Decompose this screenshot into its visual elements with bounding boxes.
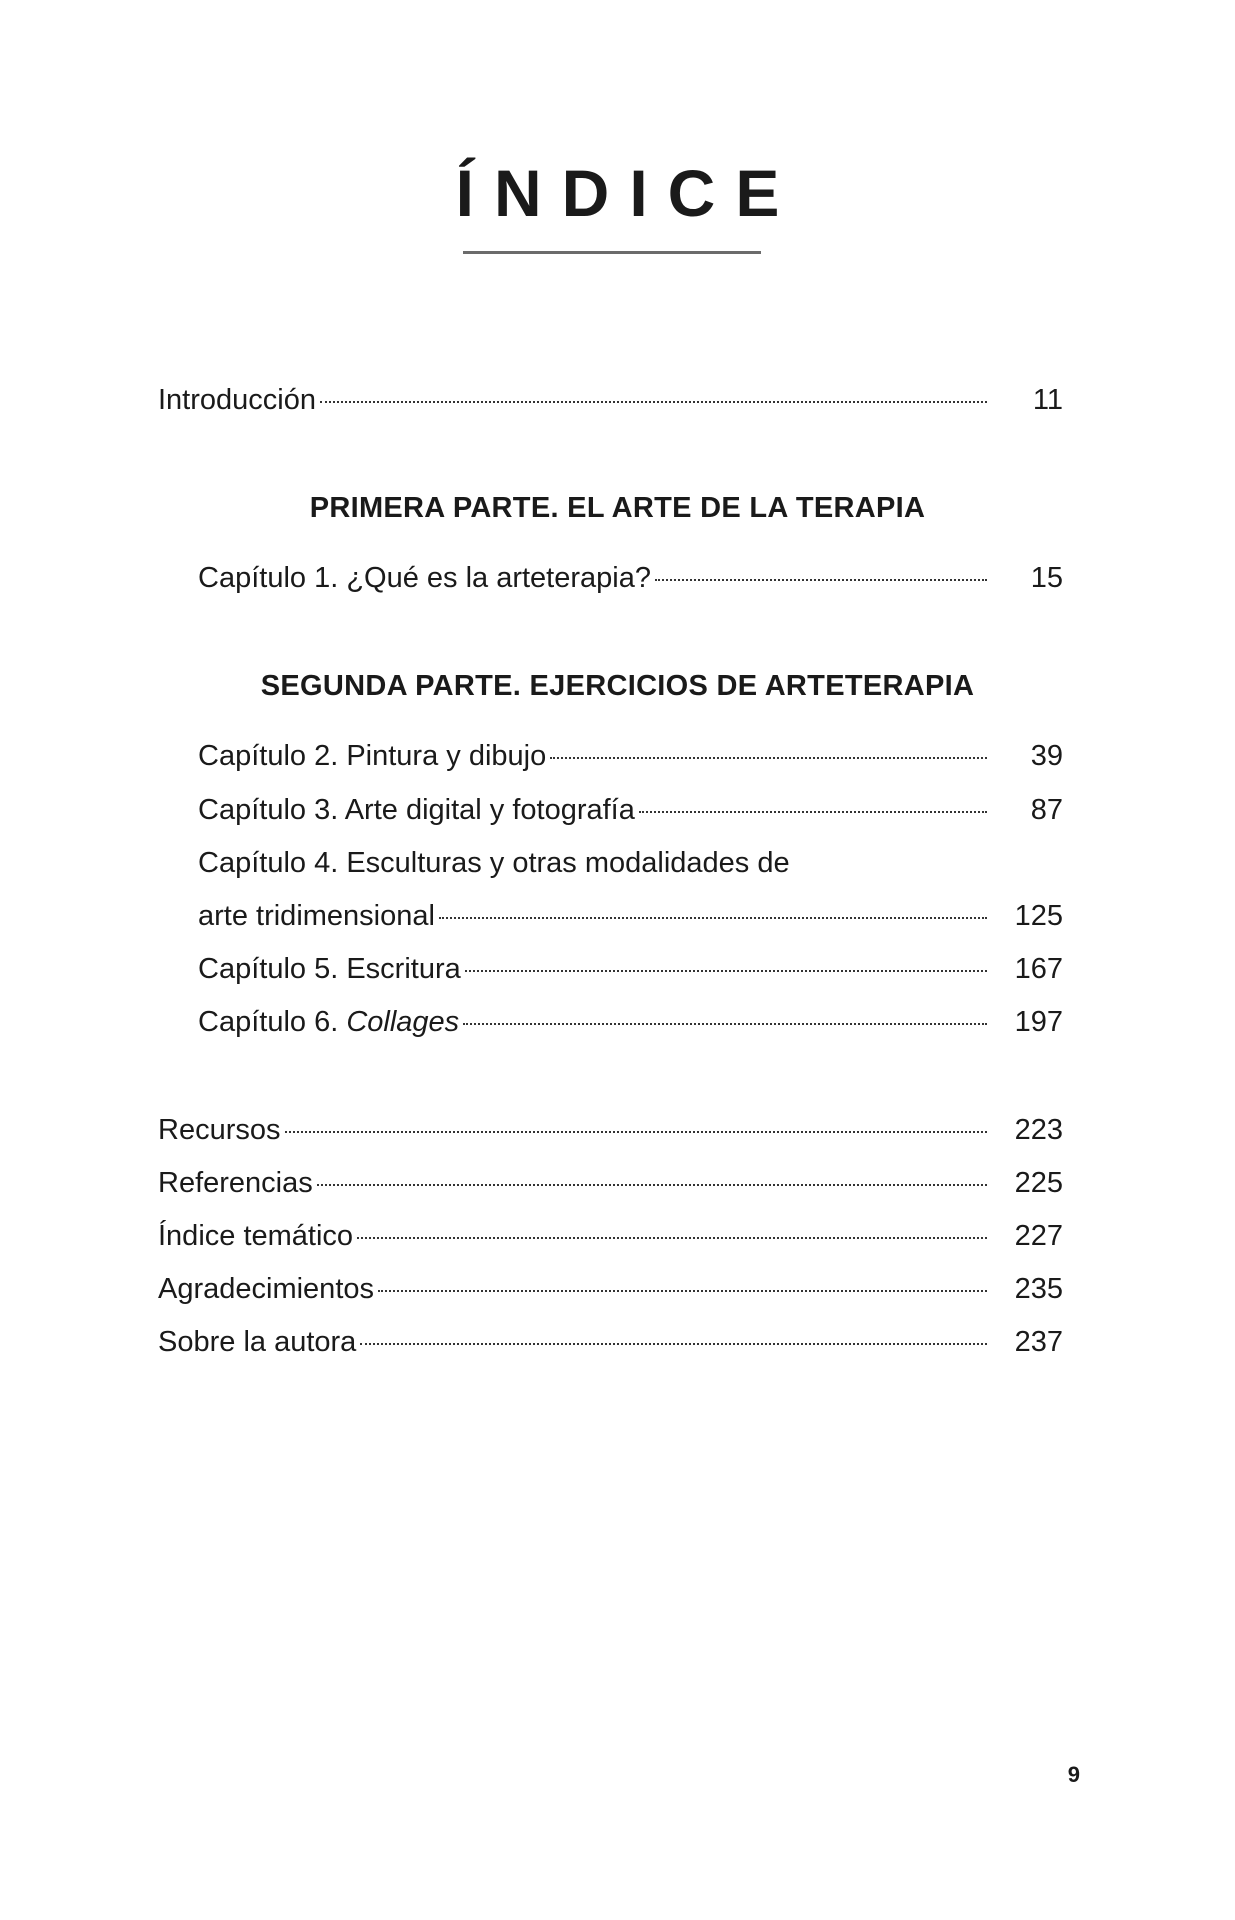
dot-leader xyxy=(285,1131,988,1133)
toc-entry-agradecimientos[interactable] xyxy=(158,1269,1063,1309)
part-heading-1: PRIMERA PARTE. EL ARTE DE LA TERAPIA xyxy=(309,492,926,524)
dot-leader xyxy=(639,811,987,813)
toc-entry-page: 225 xyxy=(1014,1167,1063,1199)
toc-entry-chapter-1[interactable] xyxy=(198,558,1063,598)
toc-entry-label: Capítulo 2. Pintura y dibujo xyxy=(198,740,547,772)
part-heading-2: SEGUNDA PARTE. EJERCICIOS DE ARTETERAPIA xyxy=(260,670,975,702)
toc-entry-label-italic: Collages xyxy=(346,1006,460,1038)
toc-entry-page: 235 xyxy=(1014,1273,1063,1305)
toc-entry-recursos[interactable] xyxy=(158,1110,1063,1150)
toc-entry-page: 87 xyxy=(1030,794,1063,826)
page-number: 9 xyxy=(1067,1762,1080,1787)
dot-leader xyxy=(550,757,987,759)
toc-entry-chapter-5[interactable] xyxy=(198,949,1063,989)
dot-leader xyxy=(463,1023,987,1025)
toc-entry-sobre-la-autora[interactable] xyxy=(158,1322,1063,1362)
toc-entry-label: Índice temático xyxy=(158,1220,354,1252)
toc-entry-chapter-4[interactable] xyxy=(198,896,1063,936)
dot-leader xyxy=(357,1237,987,1239)
toc-entry-page: 197 xyxy=(1014,1006,1063,1038)
toc-entry-label-prefix: Capítulo 6. xyxy=(198,1006,347,1038)
toc-entry-label: Referencias xyxy=(158,1167,313,1199)
dot-leader xyxy=(655,579,987,581)
dot-leader xyxy=(317,1184,987,1186)
toc-entry-page: 227 xyxy=(1014,1220,1063,1252)
toc-entry-label: arte tridimensional xyxy=(198,900,435,932)
toc-entry-page: 11 xyxy=(1032,384,1063,416)
toc-entry-label: Capítulo 5. Escritura xyxy=(198,953,461,985)
dot-leader xyxy=(439,917,987,919)
toc-entry-chapter-3[interactable] xyxy=(198,790,1063,830)
toc-entry-page: 237 xyxy=(1014,1326,1063,1358)
toc-entry-label: Agradecimientos xyxy=(158,1273,374,1305)
toc-entry-label: Capítulo 1. ¿Qué es la arteterapia? xyxy=(198,562,651,594)
toc-entry-page: 39 xyxy=(1030,740,1063,772)
toc-entry-label: Capítulo 3. Arte digital y fotografía xyxy=(198,794,635,826)
toc-entry-introduction[interactable] xyxy=(158,380,1063,420)
toc-entry-page: 125 xyxy=(1014,900,1063,932)
toc-entry-chapter-2[interactable] xyxy=(198,736,1063,776)
toc-entry-chapter-4-line-1[interactable]: Capítulo 4. Esculturas y otras modalidades de xyxy=(198,847,790,879)
toc-entry-referencias[interactable] xyxy=(158,1163,1063,1203)
page-title: ÍNDICE xyxy=(455,156,800,230)
toc-entry-page: 167 xyxy=(1014,953,1063,985)
toc-entry-chapter-6[interactable] xyxy=(198,1002,1063,1042)
toc-entry-indice-tematico[interactable] xyxy=(158,1216,1063,1256)
toc-entry-page: 15 xyxy=(1030,562,1063,594)
dot-leader xyxy=(378,1290,987,1292)
toc-entry-page: 223 xyxy=(1014,1114,1063,1146)
dot-leader xyxy=(465,970,987,972)
toc-entry-label xyxy=(198,1002,459,1042)
toc-entry-label: Recursos xyxy=(158,1114,281,1146)
dot-leader xyxy=(360,1343,987,1345)
dot-leader xyxy=(320,401,987,403)
toc-entry-label: Sobre la autora xyxy=(158,1326,357,1358)
toc-entry-label: Introducción xyxy=(158,384,316,416)
title-underline xyxy=(463,251,761,254)
